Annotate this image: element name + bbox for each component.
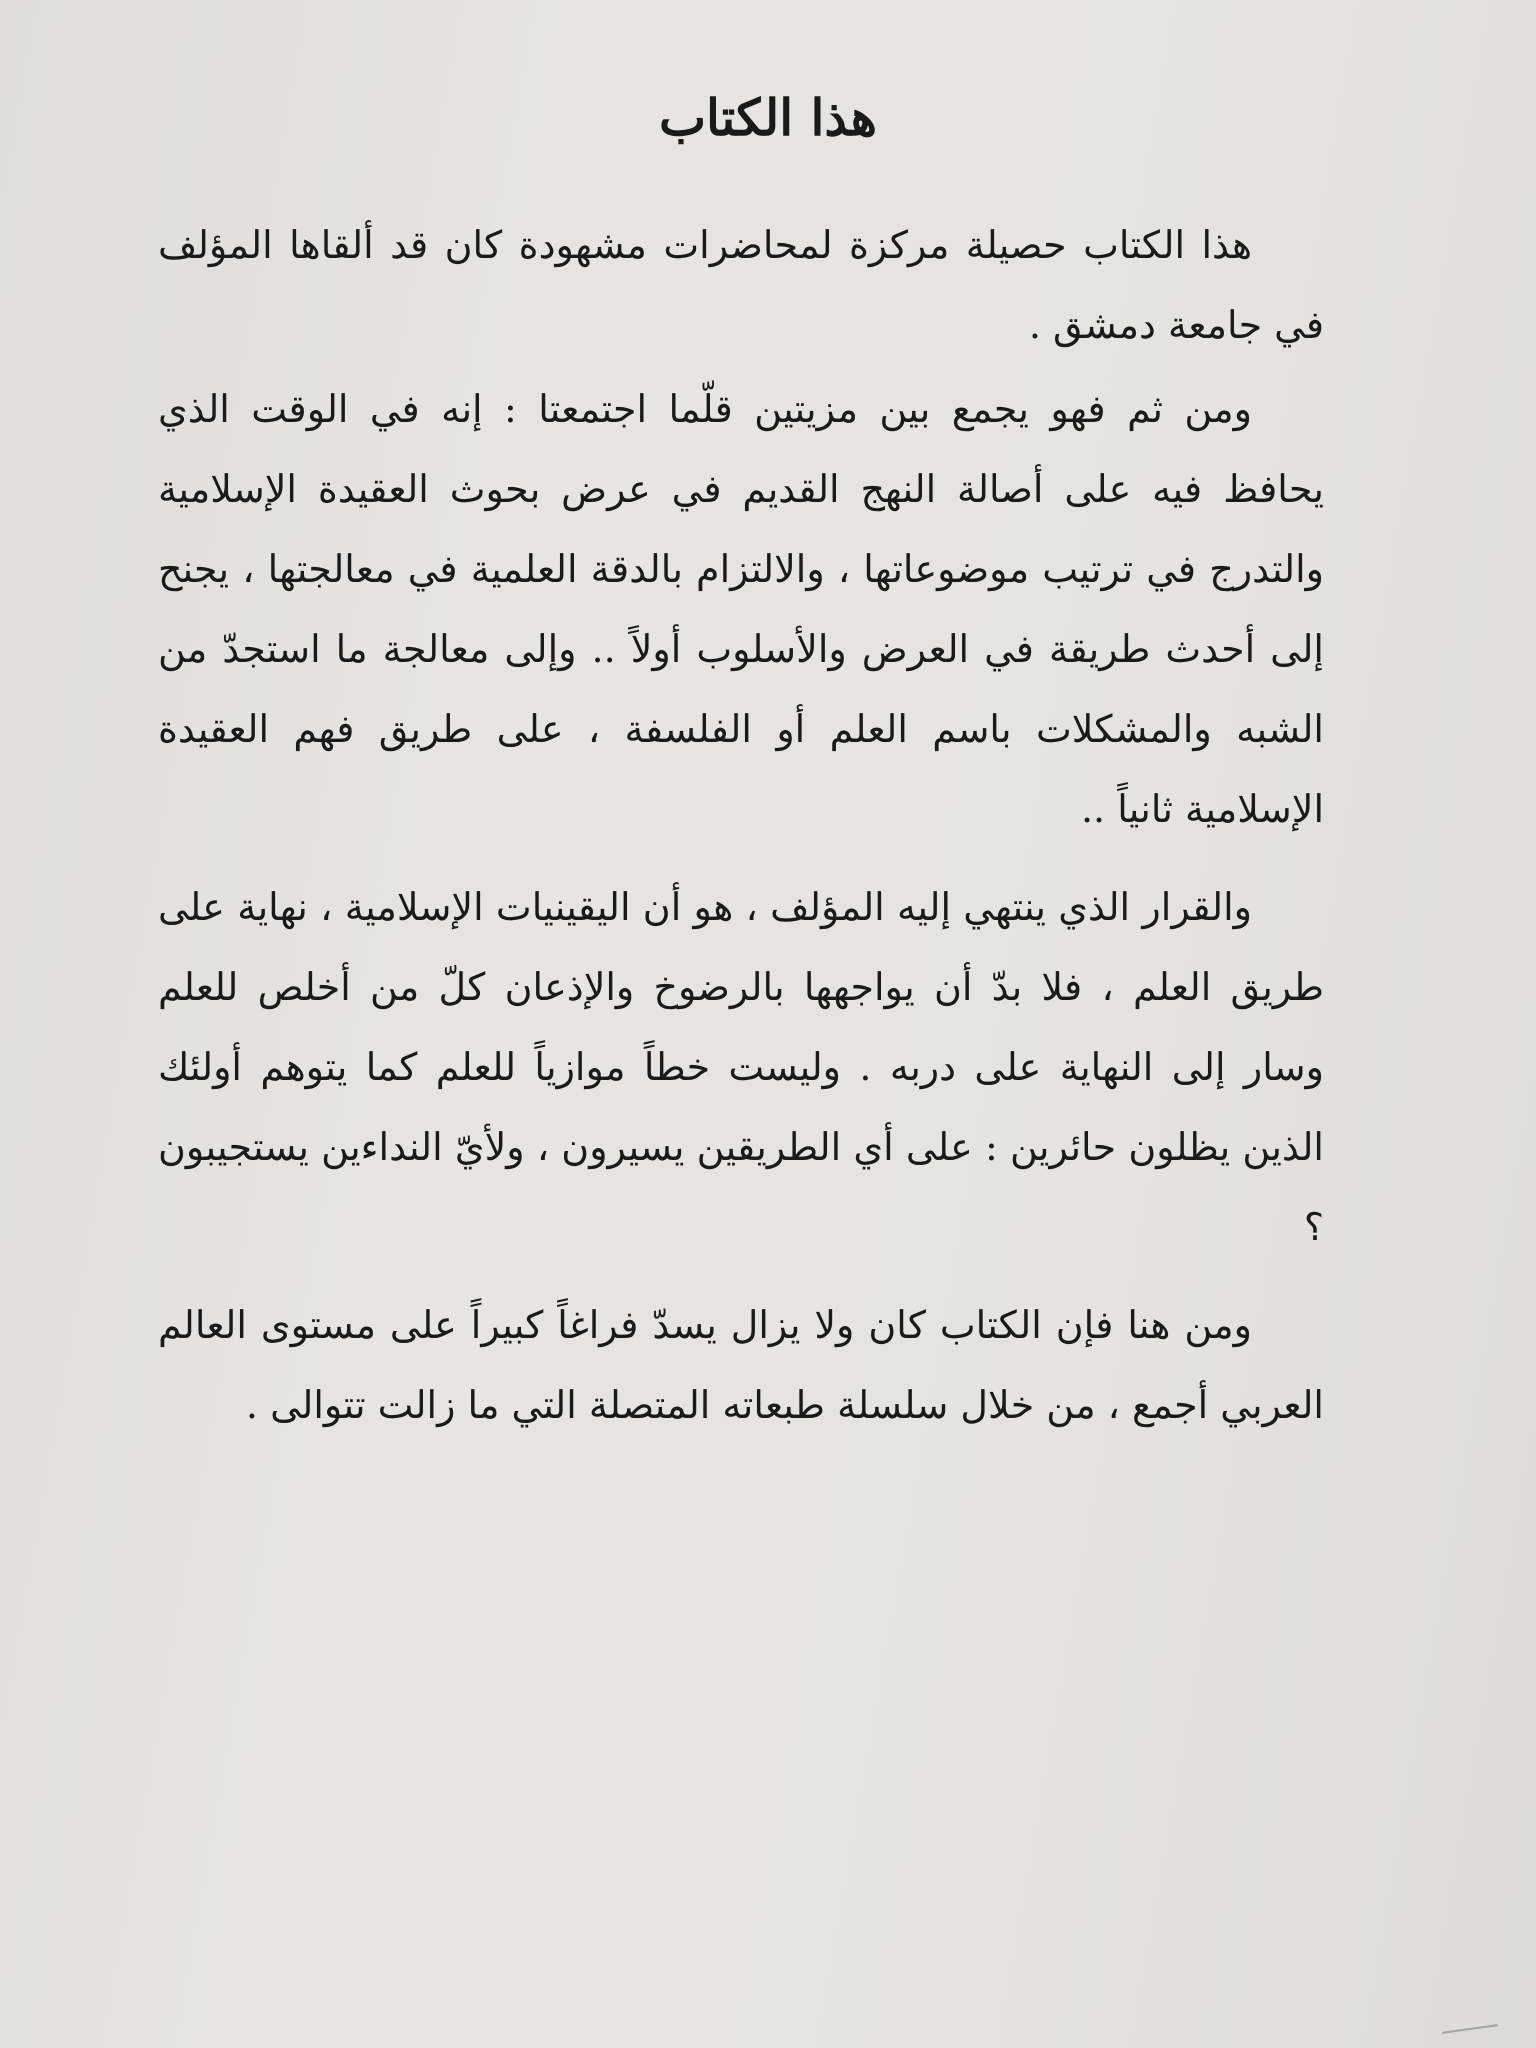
paragraph-2: ومن ثم فهو يجمع بين مزيتين قلّما اجتمعتا : إنه في الوقت الذي يحافظ فيه على أصالة النهج القديم في عرض بحوث العقيدة الإسلامية والتدرج في ترتيب موضوعاتها ، والالتزام بالدقة العلمية في معالجتها ، يجنح إلى أحدث طريقة في العرض والأسلوب أولاً .. وإلى معالجة ما استجدّ من الشبه والمشكلات باسم العلم أو الفلسفة ، على طريق فهم العقيدة الإسلامية ثانياً ..	[158, 387, 1324, 831]
corner-mark	[1442, 2024, 1498, 2034]
paragraph-1: هذا الكتاب حصيلة مركزة لمحاضرات مشهودة كان قد ألقاها المؤلف في جامعة دمشق .	[158, 223, 1324, 347]
paragraph-4: ومن هنا فإن الكتاب كان ولا يزال يسدّ فراغاً كبيراً على مستوى العالم العربي أجمع ، من خلال سلسلة طبعاته المتصلة التي ما زالت تتوالى .	[158, 1303, 1324, 1427]
paragraph-3: والقرار الذي ينتهي إليه المؤلف ، هو أن اليقينيات الإسلامية ، نهاية على طريق العلم ، فلا بدّ أن يواجهها بالرضوخ والإذعان كلّ من أخلص للعلم وسار إلى النهاية على دربه . وليست خطاً موازياً للعلم كما يتوهم أولئك الذين يظلون حائرين : على أي الطريقين يسيرون ، ولأيّ النداءين يستجيبون ؟	[158, 885, 1324, 1249]
page-title: هذا الكتاب	[658, 88, 878, 147]
body-text	[158, 205, 1324, 1463]
